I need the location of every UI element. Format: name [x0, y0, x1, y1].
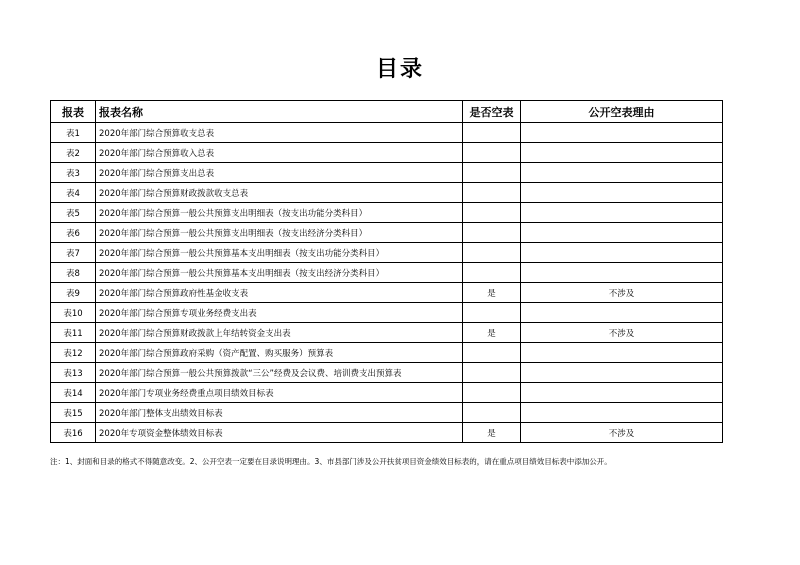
cell-name: 2020年部门综合预算支出总表	[96, 163, 463, 183]
table-row	[51, 363, 723, 383]
header-no: 报表	[51, 101, 96, 123]
cell-empty	[463, 243, 521, 263]
cell-empty	[463, 263, 521, 283]
table-row	[51, 203, 723, 223]
footnote: 注：1、封面和目录的格式不得随意改变。2、公开空表一定要在目录说明理由。3、市县部门涉及公开扶贫项目资金绩效目标表的，请在重点项目绩效目标表中添加公开。	[50, 457, 612, 466]
cell-name: 2020年部门综合预算一般公共预算基本支出明细表（按支出经济分类科目）	[96, 263, 463, 283]
cell-empty: 是	[463, 423, 521, 443]
cell-reason	[521, 203, 723, 223]
cell-name: 2020年部门综合预算专项业务经费支出表	[96, 303, 463, 323]
cell-empty: 是	[463, 323, 521, 343]
table-header-row	[51, 101, 723, 123]
cell-name: 2020年部门综合预算一般公共预算基本支出明细表（按支出功能分类科目）	[96, 243, 463, 263]
cell-empty	[463, 403, 521, 423]
table-row	[51, 183, 723, 203]
table-row	[51, 243, 723, 263]
cell-empty	[463, 203, 521, 223]
table-row	[51, 303, 723, 323]
cell-reason	[521, 223, 723, 243]
table-row	[51, 423, 723, 443]
cell-reason	[521, 383, 723, 403]
cell-reason: 不涉及	[521, 423, 723, 443]
cell-no: 表5	[51, 203, 96, 223]
cell-no: 表16	[51, 423, 96, 443]
cell-no: 表15	[51, 403, 96, 423]
cell-no: 表4	[51, 183, 96, 203]
cell-name: 2020年部门综合预算一般公共预算支出明细表（按支出经济分类科目）	[96, 223, 463, 243]
cell-no: 表8	[51, 263, 96, 283]
table-row	[51, 323, 723, 343]
cell-reason: 不涉及	[521, 323, 723, 343]
toc-table	[50, 100, 723, 443]
table-row	[51, 383, 723, 403]
table-row	[51, 123, 723, 143]
table-row	[51, 223, 723, 243]
cell-name: 2020年部门综合预算收入总表	[96, 143, 463, 163]
cell-reason	[521, 263, 723, 283]
cell-no: 表6	[51, 223, 96, 243]
cell-name: 2020年部门整体支出绩效目标表	[96, 403, 463, 423]
cell-reason	[521, 123, 723, 143]
cell-no: 表12	[51, 343, 96, 363]
table-row	[51, 143, 723, 163]
cell-reason	[521, 403, 723, 423]
cell-name: 2020年部门综合预算一般公共预算支出明细表（按支出功能分类科目）	[96, 203, 463, 223]
table-row	[51, 263, 723, 283]
header-name: 报表名称	[96, 101, 463, 123]
cell-name: 2020年部门综合预算政府采购（资产配置、购买服务）预算表	[96, 343, 463, 363]
cell-no: 表2	[51, 143, 96, 163]
table-row	[51, 163, 723, 183]
cell-name: 2020年部门专项业务经费重点项目绩效目标表	[96, 383, 463, 403]
cell-empty	[463, 163, 521, 183]
cell-name: 2020年部门综合预算财政拨款上年结转资金支出表	[96, 323, 463, 343]
cell-empty	[463, 143, 521, 163]
cell-no: 表1	[51, 123, 96, 143]
table-row	[51, 283, 723, 303]
cell-no: 表13	[51, 363, 96, 383]
cell-reason	[521, 143, 723, 163]
cell-name: 2020年专项资金整体绩效目标表	[96, 423, 463, 443]
cell-empty	[463, 183, 521, 203]
cell-no: 表10	[51, 303, 96, 323]
cell-empty	[463, 383, 521, 403]
table-row	[51, 403, 723, 423]
cell-no: 表11	[51, 323, 96, 343]
cell-empty	[463, 343, 521, 363]
cell-empty	[463, 123, 521, 143]
cell-no: 表14	[51, 383, 96, 403]
cell-reason	[521, 303, 723, 323]
cell-name: 2020年部门综合预算政府性基金收支表	[96, 283, 463, 303]
table-row	[51, 343, 723, 363]
cell-name: 2020年部门综合预算一般公共预算拨款“三公”经费及会议费、培训费支出预算表	[96, 363, 463, 383]
cell-empty	[463, 303, 521, 323]
cell-reason: 不涉及	[521, 283, 723, 303]
cell-reason	[521, 343, 723, 363]
cell-no: 表7	[51, 243, 96, 263]
cell-reason	[521, 163, 723, 183]
header-reason: 公开空表理由	[521, 101, 723, 123]
cell-empty	[463, 223, 521, 243]
cell-no: 表3	[51, 163, 96, 183]
cell-reason	[521, 243, 723, 263]
cell-reason	[521, 363, 723, 383]
cell-reason	[521, 183, 723, 203]
cell-name: 2020年部门综合预算财政拨款收支总表	[96, 183, 463, 203]
cell-no: 表9	[51, 283, 96, 303]
header-empty: 是否空表	[463, 101, 521, 123]
page-title: 目录	[375, 57, 424, 82]
cell-empty: 是	[463, 283, 521, 303]
cell-name: 2020年部门综合预算收支总表	[96, 123, 463, 143]
cell-empty	[463, 363, 521, 383]
